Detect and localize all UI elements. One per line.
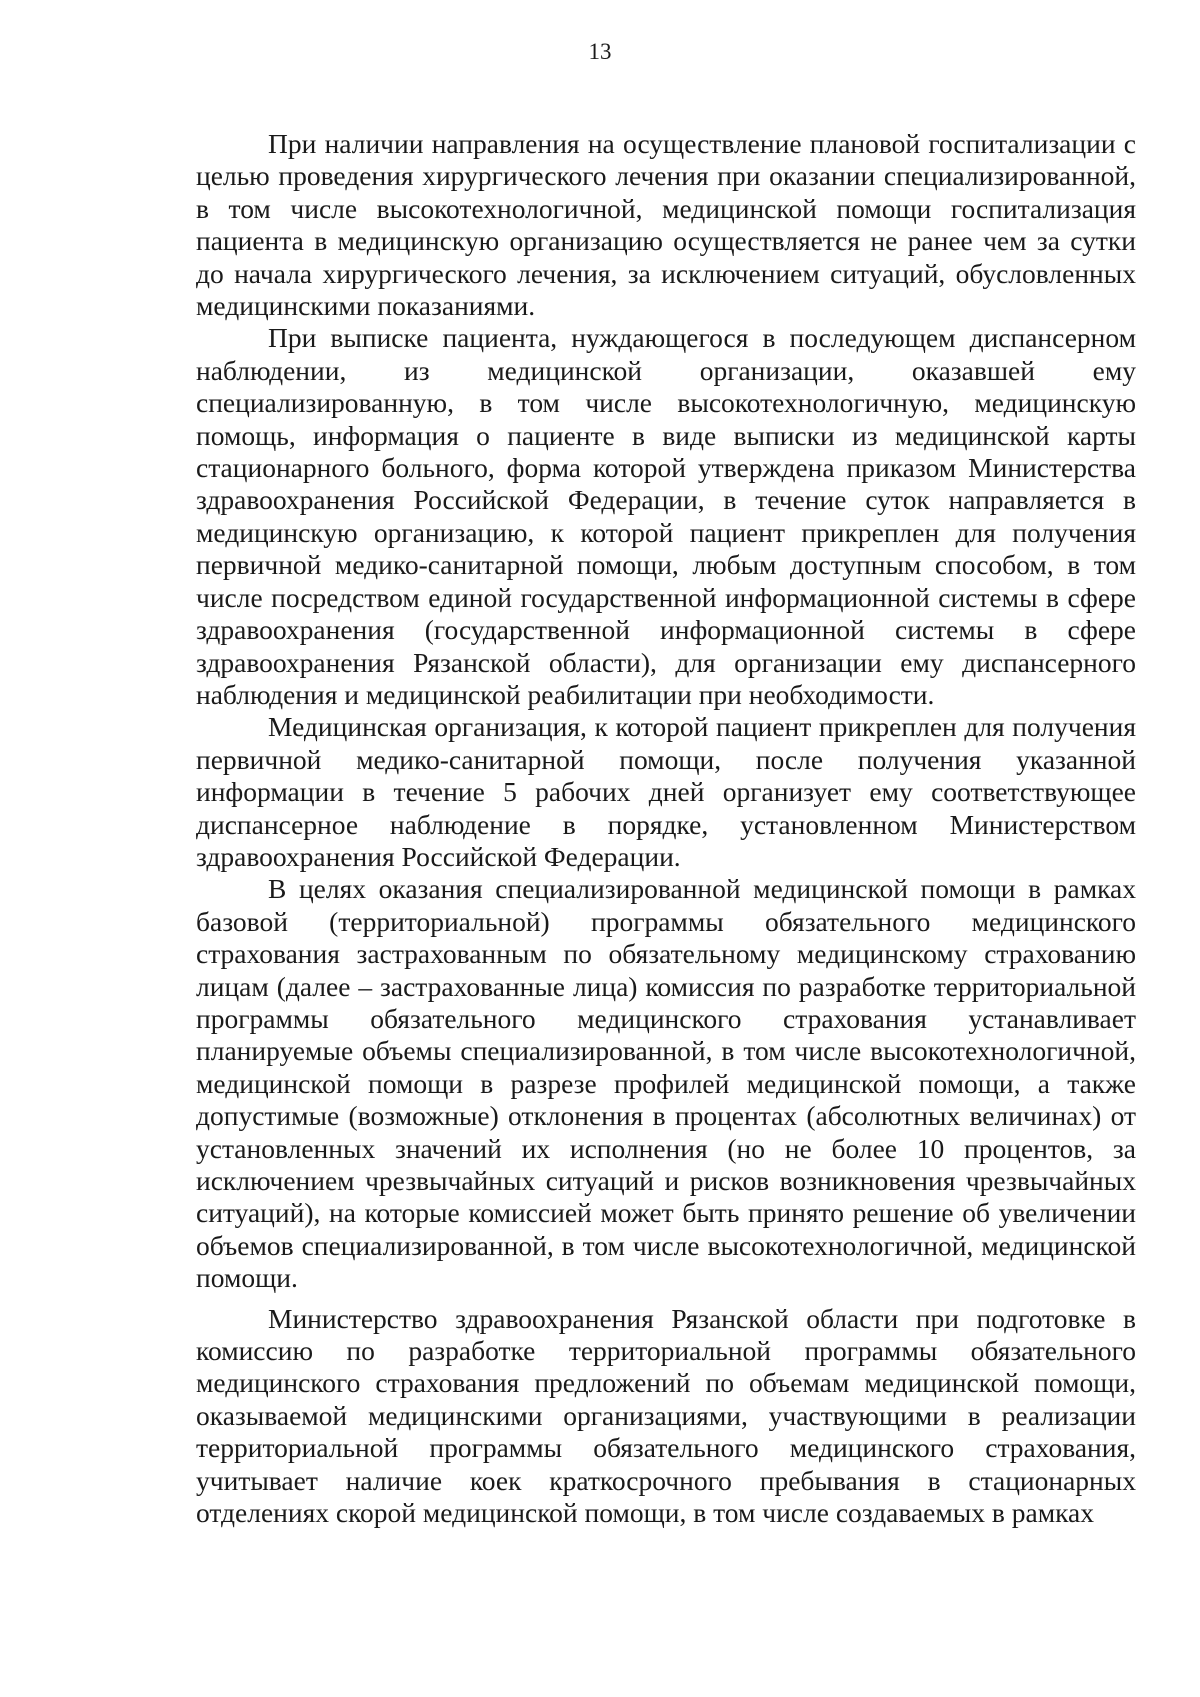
paragraph-ministry-proposals: Министерство здравоохранения Рязанской области при подготовке в комиссию по разработке территориальной программы обязательного медицинского страхования предложений по объемам медицинской помощи, оказываемой медицинскими организациями, участвующими в реализации территориальной программы обязательного медицинского страхования, учитывает наличие коек краткосрочного пребывания в стационарных отделениях скорой медицинской помощи, в том числе создаваемых в рамках	[196, 1302, 1136, 1529]
page-number: 13	[588, 39, 612, 64]
paragraph-planned-hospitalization: При наличии направления на осуществление плановой госпитализации с целью проведения хирургического лечения при оказании специализированной, в том числе высокотехнологичной, медицинской помощи госпитализация пациента в медицинскую организацию осуществляется не ранее чем за сутки до начала хирургического лечения, за исключением ситуаций, обусловленных медицинскими показаниями.	[196, 128, 1136, 322]
paragraph-patient-discharge: При выписке пациента, нуждающегося в последующем диспансерном наблюдении, из медицинской организации, оказавшей ему специализированную, в том числе высокотехнологичную, медицинскую помощь, информация о пациенте в виде выписки из медицинской карты стационарного больного, форма которой утверждена приказом Министерства здравоохранения Российской Федерации, в течение суток направляется в медицинскую организацию, к которой пациент прикреплен для получения первичной медико-санитарной помощи, любым доступным способом, в том числе посредством единой государственной информационной системы в сфере здравоохранения (государственной информационной системы в сфере здравоохранения Рязанской области), для организации ему диспансерного наблюдения и медицинской реабилитации при необходимости.	[196, 322, 1136, 710]
document-body	[196, 128, 1136, 1529]
paragraph-specialized-care-volumes: В целях оказания специализированной медицинской помощи в рамках базовой (территориальной) программы обязательного медицинского страхования застрахованным по обязательному медицинскому страхованию лицам (далее – застрахованные лица) комиссия по разработке территориальной программы обязательного медицинского страхования устанавливает планируемые объемы специализированной, в том числе высокотехнологичной, медицинской помощи в разрезе профилей медицинской помощи, а также допустимые (возможные) отклонения в процентах (абсолютных величинах) от установленных значений их исполнения (но не более 10 процентов, за исключением чрезвычайных ситуаций и рисков возникновения чрезвычайных ситуаций), на которые комиссией может быть принято решение об увеличении объемов специализированной, в том числе высокотехнологичной, медицинской помощи.	[196, 873, 1136, 1294]
paragraph-dispensary-observation: Медицинская организация, к которой пациент прикреплен для получения первичной медико-санитарной помощи, после получения указанной информации в течение 5 рабочих дней организует ему соответствующее диспансерное наблюдение в порядке, установленном Министерством здравоохранения Российской Федерации.	[196, 711, 1136, 872]
